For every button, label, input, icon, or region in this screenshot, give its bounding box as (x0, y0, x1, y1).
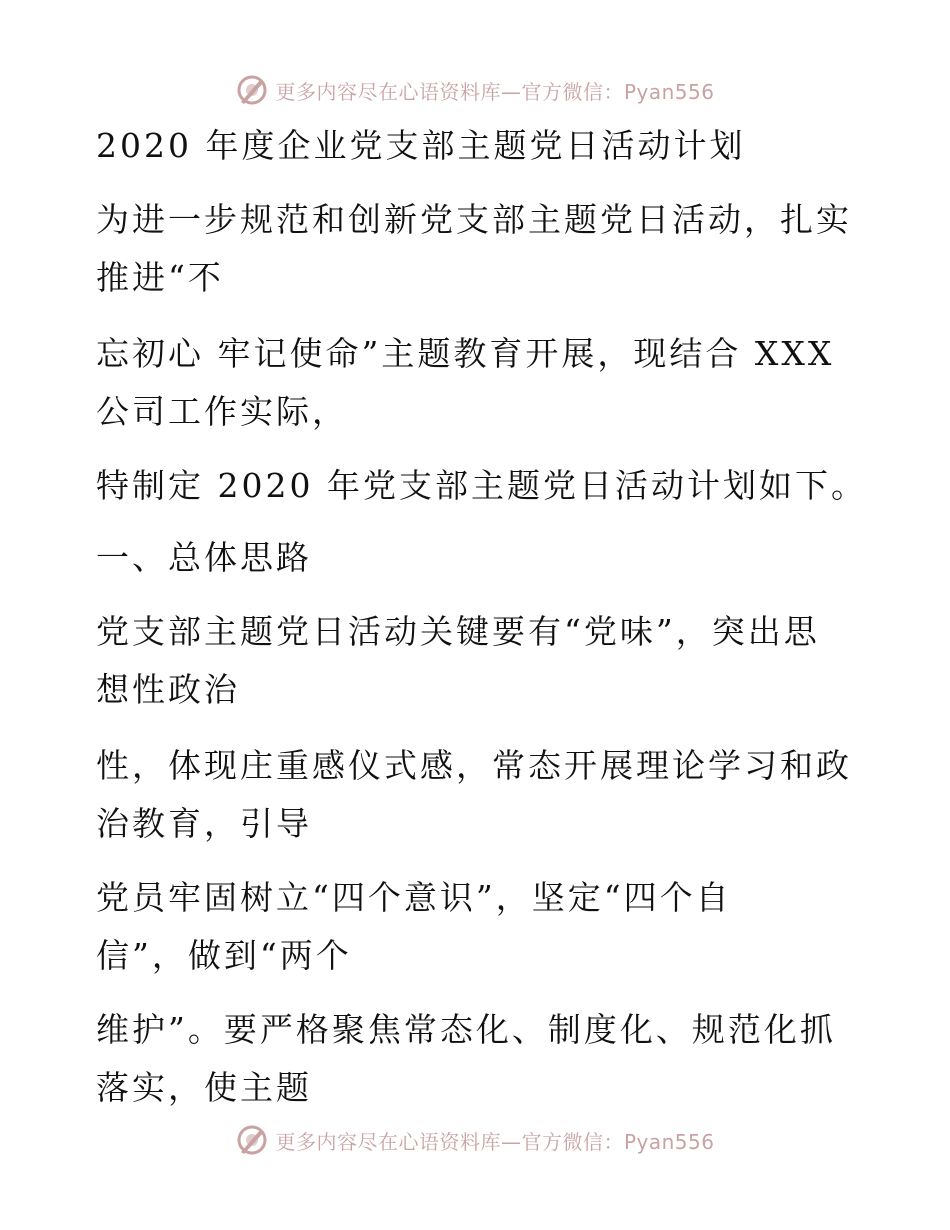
document-title: 2020 年度企业党支部主题党日活动计划 (96, 126, 746, 165)
text-line: 推进“不 (96, 258, 224, 297)
text-line: 党员牢固树立“四个意识”，坚定“四个自 (96, 878, 732, 917)
quill-pen-circle-icon (235, 1123, 269, 1157)
text-line: 想性政治 (96, 670, 240, 709)
text-line: 落实，使主题 (96, 1068, 312, 1107)
watermark-banner-bottom (0, 1120, 950, 1160)
text-line: 性，体现庄重感仪式感，常态开展理论学习和政 (96, 746, 852, 785)
text-line: 忘初心 牢记使命”主题教育开展，现结合 XXX (96, 334, 835, 373)
text-line: 公司工作实际， (96, 392, 348, 431)
watermark-text: 更多内容尽在心语资料库—官方微信：Pyan556 (275, 79, 715, 104)
watermark-text: 更多内容尽在心语资料库—官方微信：Pyan556 (275, 1129, 715, 1154)
text-line: 为进一步规范和创新党支部主题党日活动，扎实 (96, 200, 852, 239)
text-line: 治教育，引导 (96, 804, 312, 843)
text-line: 党支部主题党日活动关键要有“党味”，突出思 (96, 612, 820, 651)
text-line: 维护”。要严格聚焦常态化、制度化、规范化抓 (96, 1010, 836, 1049)
watermark-banner-top (0, 70, 950, 110)
section-heading: 一、总体思路 (96, 538, 312, 577)
text-line: 特制定 2020 年党支部主题党日活动计划如下。 (96, 466, 867, 505)
text-line: 信”，做到“两个 (96, 936, 352, 975)
quill-pen-circle-icon (235, 73, 269, 107)
